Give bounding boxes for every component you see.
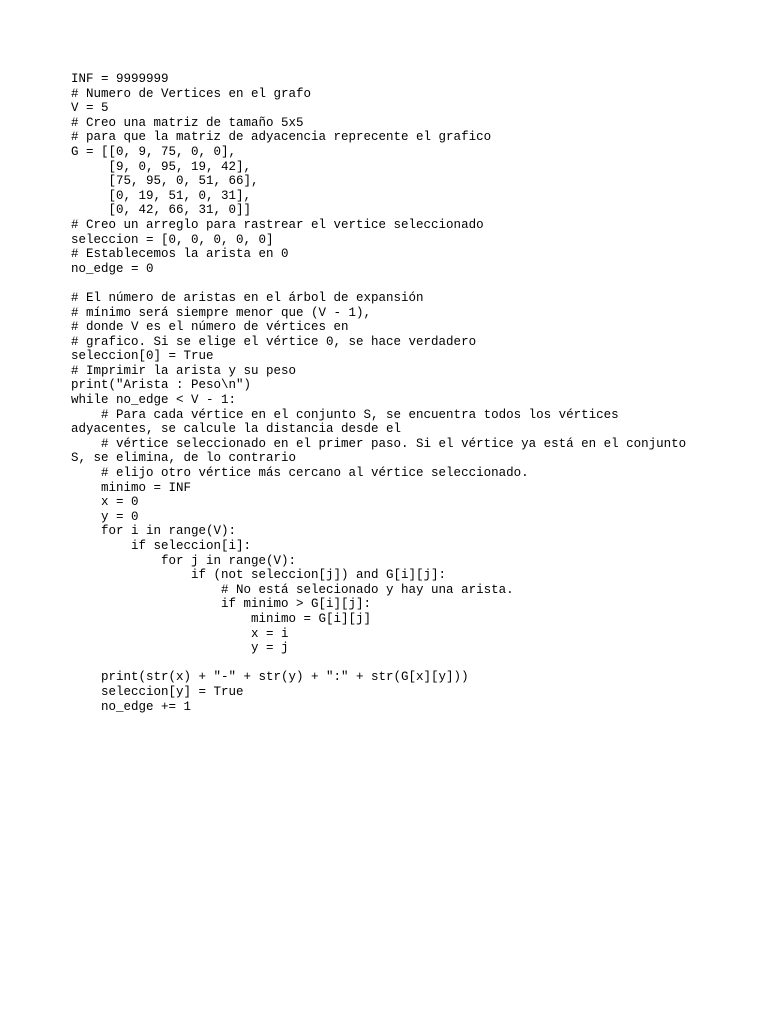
code-line: y = 0	[71, 509, 139, 524]
code-line: seleccion[y] = True	[71, 684, 244, 699]
code-line: V = 5	[71, 101, 109, 116]
code-line: seleccion = [0, 0, 0, 0, 0]	[71, 232, 274, 247]
code-line: no_edge += 1	[71, 699, 192, 714]
code-line: if minimo > G[i][j]:	[71, 597, 372, 612]
code-line: while no_edge < V - 1:	[71, 393, 237, 408]
code-line: for j in range(V):	[71, 553, 297, 568]
code-line: # Establecemos la arista en 0	[71, 247, 289, 262]
code-line: G = [[0, 9, 75, 0, 0],	[71, 144, 237, 159]
code-line: [0, 19, 51, 0, 31],	[71, 188, 252, 203]
code-line: # para que la matriz de adyacencia reprecente el grafico	[71, 130, 492, 145]
code-line: if seleccion[i]:	[71, 539, 252, 553]
code-line: # Numero de Vertices en el grafo	[71, 86, 312, 101]
code-line: adyacentes, se calcule la distancia desde el	[71, 422, 402, 437]
code-line: [9, 0, 95, 19, 42],	[71, 159, 252, 174]
code-line: minimo = G[i][j]	[71, 611, 372, 626]
code-line: print("Arista : Peso\n")	[71, 378, 252, 393]
code-line: # Creo un arreglo para rastrear el vertice seleccionado	[71, 217, 484, 232]
code-line: [75, 95, 0, 51, 66],	[71, 174, 259, 189]
code-line: S, se elimina, de lo contrario	[71, 451, 297, 466]
code-line: x = i	[71, 626, 289, 641]
code-line: # elijo otro vértice más cercano al vértice seleccionado.	[71, 466, 529, 481]
code-line: # grafico. Si se elige el vértice 0, se hace verdadero	[71, 334, 477, 349]
blank-line	[71, 656, 761, 671]
code-line: print(str(x) + "-" + str(y) + ":" + str(G[x][y]))	[71, 670, 469, 685]
code-line: y = j	[71, 641, 289, 656]
code-line: if (not seleccion[j]) and G[i][j]:	[71, 568, 447, 583]
code-line: # Imprimir la arista y su peso	[71, 363, 297, 378]
code-line: minimo = INF	[71, 480, 192, 495]
code-document	[71, 72, 761, 714]
code-line: [0, 42, 66, 31, 0]]	[71, 203, 252, 218]
code-line: # El número de aristas en el árbol de expansión	[71, 290, 424, 305]
code-line: # mínimo será siempre menor que (V - 1),	[71, 305, 372, 320]
code-line: # Para cada vértice en el conjunto S, se encuentra todos los vértices	[71, 407, 619, 422]
code-line: # vértice seleccionado en el primer paso. Si el vértice ya está en el conjunto	[71, 436, 687, 451]
code-line: seleccion[0] = True	[71, 349, 214, 364]
code-line: # No está selecionado y hay una arista.	[71, 582, 514, 597]
code-line: # donde V es el número de vértices en	[71, 320, 349, 335]
code-line: x = 0	[71, 495, 139, 510]
code-line: INF = 9999999	[71, 72, 169, 86]
code-line: # Creo una matriz de tamaño 5x5	[71, 115, 304, 130]
code-line: no_edge = 0	[71, 261, 154, 276]
blank-line	[71, 276, 761, 291]
code-line: for i in range(V):	[71, 524, 237, 539]
